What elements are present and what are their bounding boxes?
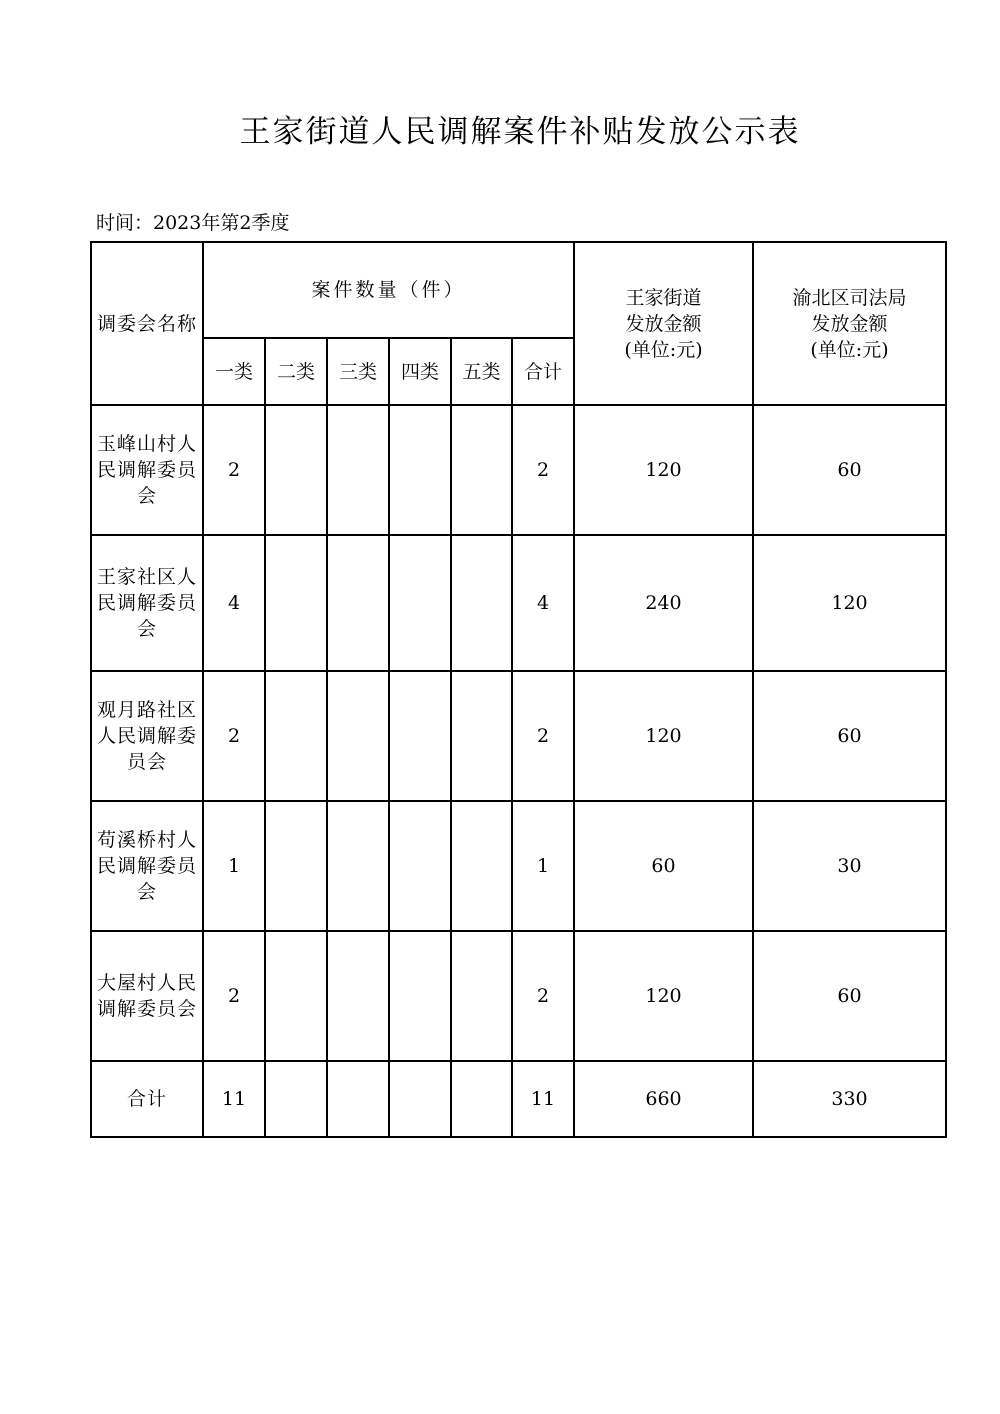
cell-case-total: 2: [512, 671, 574, 801]
cell-category-2: [265, 801, 327, 931]
cell-case-total: 1: [512, 801, 574, 931]
cell-category-5: [451, 801, 512, 931]
cell-category-2: [265, 671, 327, 801]
total-category-3: [327, 1061, 389, 1137]
cell-category-4: [389, 535, 451, 671]
cell-category-3: [327, 931, 389, 1061]
header-category-4: 四类: [389, 338, 451, 405]
committee-name: 玉峰山村人民调解委员会: [91, 405, 203, 535]
cell-category-2: [265, 535, 327, 671]
cell-category-4: [389, 801, 451, 931]
table-row: [91, 801, 946, 931]
cell-category-5: [451, 931, 512, 1061]
cell-yubei-amount: 30: [753, 801, 946, 931]
cell-category-3: [327, 671, 389, 801]
cell-wangjia-amount: 120: [574, 931, 753, 1061]
total-case-count: 11: [512, 1061, 574, 1137]
cell-yubei-amount: 60: [753, 671, 946, 801]
subsidy-table: [90, 241, 947, 1138]
cell-category-2: [265, 931, 327, 1061]
total-row: [91, 1061, 946, 1137]
cell-yubei-amount: 120: [753, 535, 946, 671]
cell-yubei-amount: 60: [753, 931, 946, 1061]
cell-category-4: [389, 931, 451, 1061]
total-label: 合计: [91, 1061, 203, 1137]
table-row: [91, 931, 946, 1061]
header-category-5: 五类: [451, 338, 512, 405]
header-wangjia-amount: 王家街道 发放金额 (单位:元): [574, 242, 753, 405]
header-category-total: 合计: [512, 338, 574, 405]
cell-category-1: 2: [203, 405, 265, 535]
table-row: [91, 671, 946, 801]
cell-case-total: 2: [512, 931, 574, 1061]
cell-wangjia-amount: 120: [574, 405, 753, 535]
cell-category-3: [327, 801, 389, 931]
cell-case-total: 4: [512, 535, 574, 671]
cell-category-1: 2: [203, 671, 265, 801]
cell-wangjia-amount: 240: [574, 535, 753, 671]
header-category-3: 三类: [327, 338, 389, 405]
header-yubei-amount: 渝北区司法局 发放金额 (单位:元): [753, 242, 946, 405]
cell-category-3: [327, 535, 389, 671]
header-category-1: 一类: [203, 338, 265, 405]
cell-category-5: [451, 671, 512, 801]
total-wangjia-amount: 660: [574, 1061, 753, 1137]
cell-wangjia-amount: 60: [574, 801, 753, 931]
cell-category-1: 1: [203, 801, 265, 931]
cell-category-4: [389, 405, 451, 535]
cell-yubei-amount: 60: [753, 405, 946, 535]
cell-category-2: [265, 405, 327, 535]
table-row: [91, 405, 946, 535]
committee-name: 观月路社区人民调解委员会: [91, 671, 203, 801]
cell-case-total: 2: [512, 405, 574, 535]
header-case-count: 案件数量（件）: [203, 242, 574, 338]
cell-category-1: 2: [203, 931, 265, 1061]
cell-category-5: [451, 535, 512, 671]
total-category-4: [389, 1061, 451, 1137]
committee-name: 大屋村人民调解委员会: [91, 931, 203, 1061]
cell-category-3: [327, 405, 389, 535]
table-row: [91, 535, 946, 671]
total-category-5: [451, 1061, 512, 1137]
cell-category-5: [451, 405, 512, 535]
total-yubei-amount: 330: [753, 1061, 946, 1137]
committee-name: 苟溪桥村人民调解委员会: [91, 801, 203, 931]
page-title: 王家街道人民调解案件补贴发放公示表: [239, 114, 801, 150]
header-category-2: 二类: [265, 338, 327, 405]
cell-wangjia-amount: 120: [574, 671, 753, 801]
total-category-1: 11: [203, 1061, 265, 1137]
cell-category-1: 4: [203, 535, 265, 671]
header-row-top: [91, 242, 946, 338]
cell-category-4: [389, 671, 451, 801]
period-label: 时间：2023年第2季度: [96, 212, 290, 234]
committee-name: 王家社区人民调解委员会: [91, 535, 203, 671]
header-committee-name: 调委会名称: [91, 242, 203, 405]
total-category-2: [265, 1061, 327, 1137]
